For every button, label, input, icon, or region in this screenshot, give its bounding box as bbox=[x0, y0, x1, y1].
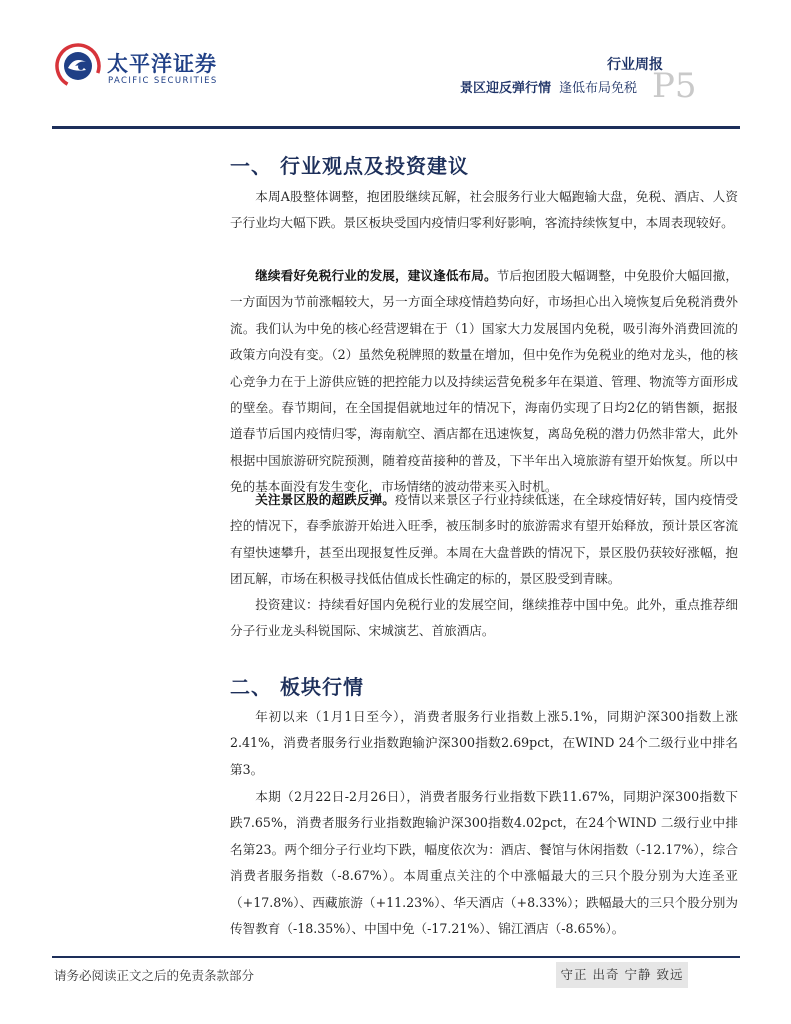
paragraph-scenic-spots bbox=[230, 487, 738, 593]
paragraph-investment-advice bbox=[230, 592, 738, 645]
report-title bbox=[460, 77, 637, 96]
header-divider bbox=[52, 126, 740, 129]
paragraph-text: 本周A股整体调整，抱团股继续瓦解，社会服务行业大幅跑输大盘，免税、酒店、人资子行业均大幅下跌。景区板块受国内疫情归零利好影响，客流持续恢复中，本周表现较好。 bbox=[230, 189, 738, 231]
paragraph-duty-free bbox=[230, 263, 738, 501]
paragraph-lead-bold: 继续看好免税行业的发展，建议逢低布局。 bbox=[255, 268, 497, 283]
paragraph-ytd-performance bbox=[230, 704, 738, 783]
paragraph-text: 投资建议：持续看好国内免税行业的发展空间，继续推荐中国中免。此外，重点推荐细分子行业龙头科锐国际、宋城演艺、首旅酒店。 bbox=[230, 597, 738, 639]
paragraph-text: 节后抱团股大幅调整，中免股价大幅回撤，一方面因为节前涨幅较大，另一方面全球疫情趋势向好，市场担心出入境恢复后免税消费外流。我们认为中免的核心经营逻辑在于（1）国家大力发展国内免税，吸引海外消费回流的政策方向没有变。（2）虽然免税牌照的数量在增加，但中免作为免税业的绝对龙头，他的核心竞争力在于上游供应链的把控能力以及持续运营免税多年在渠道、管理、物流等方面形成的壁垒。春节期间，在全国提倡就地过年的情况下，海南仍实现了日均2亿的销售额，据报道春节后国内疫情归零，海南航空、酒店都在迅速恢复，离岛免税的潜力仍然非常大，此外根据中国旅游研究院预测，随着疫苗接种的普及，下半年出入境旅游有望开始恢复。所以中免的基本面没有发生变化，市场情绪的波动带来买入时机。 bbox=[230, 268, 739, 495]
company-logo bbox=[54, 40, 218, 95]
logo-emblem-icon bbox=[54, 40, 104, 90]
logo-english-name: PACIFIC SECURITIES bbox=[108, 76, 218, 86]
page-number: P5 bbox=[652, 66, 697, 106]
footer-divider bbox=[52, 956, 740, 958]
paragraph-text: 本期（2月22日-2月26日），消费者服务行业指数下跌11.67%，同期沪深300指数下跌7.65%，消费者服务行业指数跑输沪深300指数4.02pct，在24个WIND 二级行业中排名第23。两个细分子行业均下跌，幅度依次为：酒店、餐馆与休闲指数（-12.17%），综合消费者服务指数（-8.67%）。本周重点关注的个中涨幅最大的三只个股分别为大连圣亚（+17.8%）、西藏旅游（+11.23%）、华天酒店（+8.33%）；跌幅最大的三只个股分别为传智教育（-18.35%）、中国中免（-17.21%）、锦江酒店（-8.65%）。 bbox=[230, 789, 738, 937]
logo-chinese-name: 太平洋证券 bbox=[107, 52, 217, 76]
page-header bbox=[0, 0, 791, 130]
paragraph-text: 年初以来（1月1日至今），消费者服务行业指数上涨5.1%，同期沪深300指数上涨2.41%，消费者服务行业指数跑输沪深300指数2.69pct，在WIND 24个二级行业中排名第3。 bbox=[230, 709, 738, 777]
paragraph-market-summary bbox=[230, 184, 738, 237]
paragraph-weekly-performance bbox=[230, 784, 738, 942]
paragraph-lead-bold: 关注景区股的超跌反弹。 bbox=[255, 492, 395, 507]
footer-disclaimer: 请务必阅读正文之后的免责条款部分 bbox=[54, 968, 255, 983]
report-title-sub: 逢低布局免税 bbox=[558, 81, 637, 96]
report-type: 行业周报 bbox=[607, 57, 663, 73]
section-heading-2: 二、 板块行情 bbox=[230, 675, 364, 699]
footer-motto: 守正 出奇 宁静 致远 bbox=[556, 962, 688, 988]
section-heading-1: 一、 行业观点及投资建议 bbox=[230, 154, 469, 178]
paragraph-text: 疫情以来景区子行业持续低迷，在全球疫情好转，国内疫情受控的情况下，春季旅游开始进入旺季，被压制多时的旅游需求有望开始释放，预计景区客流有望快速攀升，甚至出现报复性反弹。本周在大盘普跌的情况下，景区股仍获较好涨幅，抱团瓦解，市场在积极寻找低估值成长性确定的标的，景区股受到青睐。 bbox=[230, 492, 739, 587]
report-title-main: 景区迎反弹行情 bbox=[459, 81, 551, 96]
